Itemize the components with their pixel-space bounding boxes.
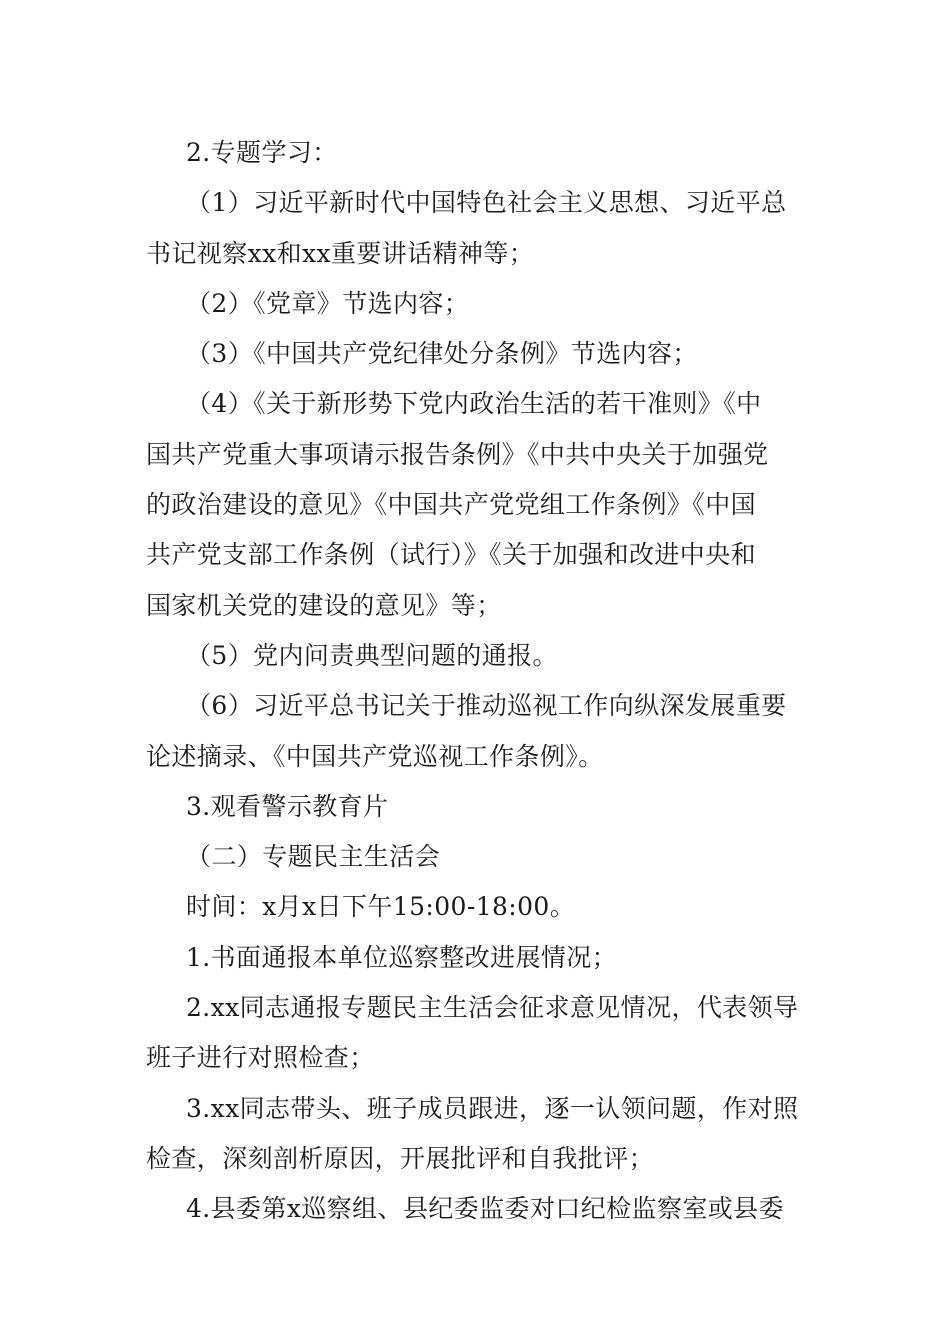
text-line: 论述摘录、《中国共产党巡视工作条例》。 (146, 741, 604, 771)
text-line: 3.观看警示教育片 (186, 791, 389, 821)
text-line: 3.xx同志带头、班子成员跟进，逐一认领问题，作对照 (186, 1093, 799, 1123)
text-line: （4）《关于新形势下党内政治生活的若干准则》《中 (186, 389, 762, 419)
text-line: 4.县委第x巡察组、县纪委监委对口纪检监察室或县委 (186, 1194, 784, 1224)
text-line: （3）《中国共产党纪律处分条例》节选内容； (186, 339, 698, 369)
text-line: 班子进行对照检查； (146, 1043, 375, 1073)
text-line: （5）党内问责典型问题的通报。 (186, 640, 558, 670)
text-line: 检查，深刻剖析原因，开展批评和自我批评； (146, 1143, 655, 1173)
text-line: 的政治建设的意见》《中国共产党党组工作条例》《中国 (146, 490, 757, 520)
text-line: 1.书面通报本单位巡察整改进展情况； (186, 942, 618, 972)
text-line: （2）《党章》节选内容； (186, 288, 470, 318)
text-line: 2.专题学习： (186, 138, 338, 167)
text-line: 2.xx同志通报专题民主生活会征求意见情况，代表领导 (186, 993, 799, 1023)
text-line: 共产党支部工作条例（试行）》《关于加强和改进中央和 (146, 540, 757, 570)
text-line: 国家机关党的建设的意见》等； (146, 590, 502, 620)
text-line: （二）专题民主生活会 (186, 842, 441, 872)
text-line: （6）习近平总书记关于推动巡视工作向纵深发展重要 (186, 691, 787, 721)
text-line: 时间：x月x日下午15:00-18:00。 (186, 892, 576, 922)
text-line: （1）习近平新时代中国特色社会主义思想、习近平总 (186, 188, 787, 218)
text-line: 书记视察xx和xx重要讲话精神等； (146, 238, 535, 268)
text-line: 国共产党重大事项请示报告条例》《中共中央关于加强党 (146, 439, 769, 469)
document-page (146, 128, 812, 1235)
